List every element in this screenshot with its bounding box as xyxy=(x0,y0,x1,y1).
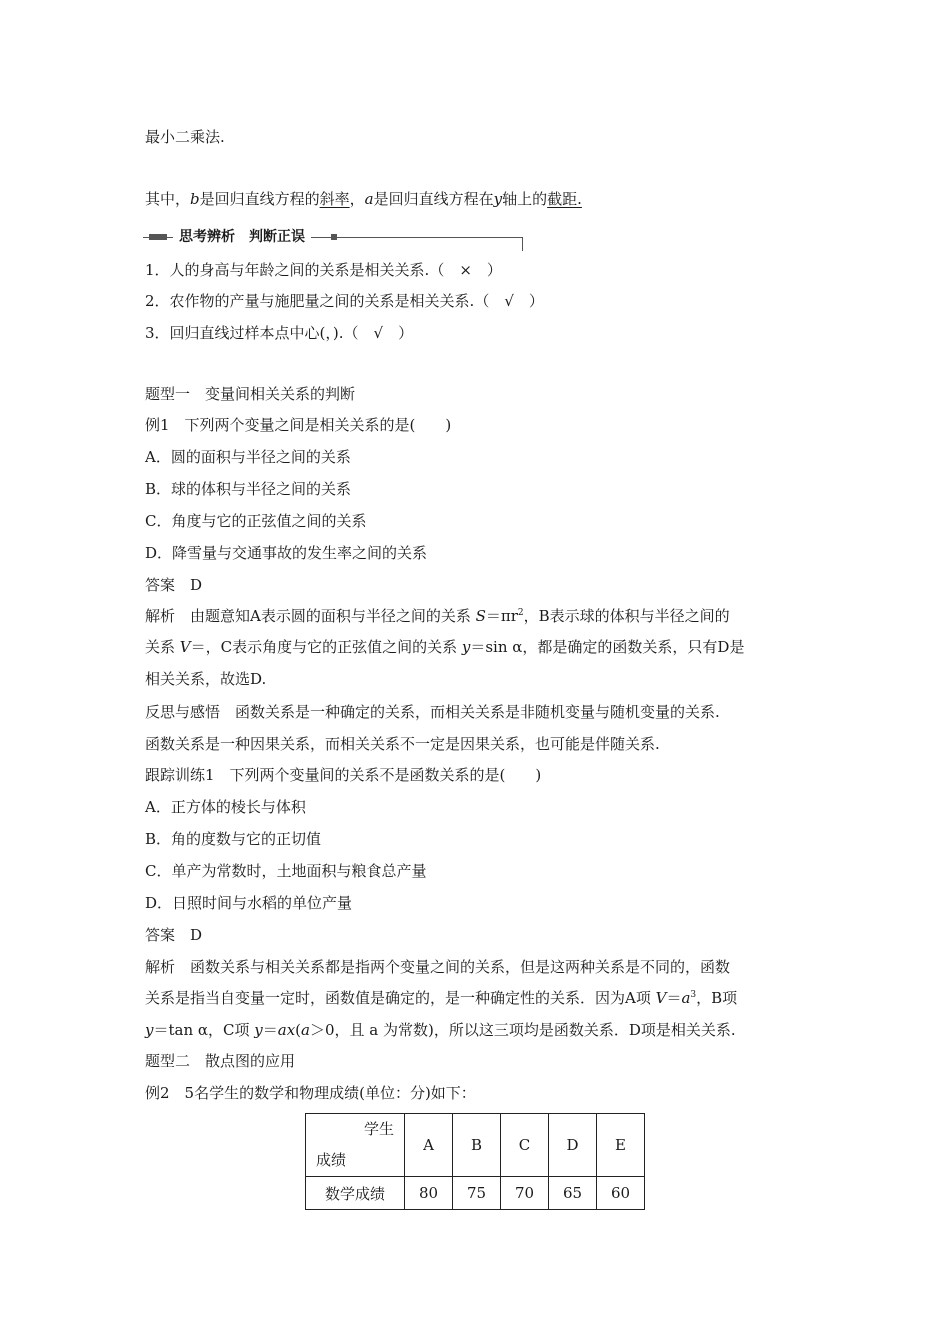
variable-ax: ax xyxy=(277,1021,296,1039)
decorative-square xyxy=(331,234,337,240)
decorative-bar xyxy=(149,234,167,240)
divider xyxy=(522,237,523,251)
score-cell: 65 xyxy=(549,1177,597,1210)
variable-y: y xyxy=(493,190,503,208)
score-cell: 75 xyxy=(453,1177,501,1210)
variable-v: V xyxy=(655,989,667,1007)
student-header: A xyxy=(405,1114,453,1177)
text-fragment: ，B项 xyxy=(696,989,738,1007)
table-row xyxy=(306,1177,645,1210)
text-fragment: ＝ xyxy=(262,1021,278,1039)
variable-s: S xyxy=(475,607,486,625)
option-b: B．球的体积与半径之间的关系 xyxy=(145,480,352,498)
reflection-line: 函数关系是一种因果关系，而相关关系不一定是因果关系，也可能是伴随关系. xyxy=(145,735,660,753)
judgement-item: 1．人的身高与年龄之间的关系是相关关系.（ × ） xyxy=(145,261,502,279)
analysis-line xyxy=(145,987,737,1009)
text-line xyxy=(145,188,582,210)
text-fragment: ，B表示球的体积与半径之间的 xyxy=(523,607,730,625)
section-header xyxy=(143,228,525,252)
variable-y: y xyxy=(461,638,471,656)
text-fragment: ＝，C表示角度与它的正弦值之间的关系 xyxy=(190,638,462,656)
row-label: 数学成绩 xyxy=(306,1177,405,1210)
score-table xyxy=(305,1113,645,1210)
corner-bottom-label: 成绩 xyxy=(316,1151,347,1169)
text-fragment: 关系 xyxy=(145,638,180,656)
text-fragment: ＝sin α，都是确定的函数关系，只有D是 xyxy=(470,638,745,656)
topic-heading: 题型二 散点图的应用 xyxy=(145,1052,296,1070)
student-header: C xyxy=(501,1114,549,1177)
analysis-line xyxy=(145,1019,736,1041)
answer: 答案 D xyxy=(145,926,203,944)
slope-term: 斜率 xyxy=(319,190,350,208)
text-line: 最小二乘法. xyxy=(145,128,225,146)
text-fragment: 关系是指当自变量一定时，函数值是确定的，是一种确定性的关系．因为A项 xyxy=(145,989,656,1007)
section-title: 思考辨析 判断正误 xyxy=(173,228,311,246)
variable-a: a xyxy=(301,1021,310,1039)
answer: 答案 D xyxy=(145,576,203,594)
variable-b: b xyxy=(190,190,200,208)
exercise-question: 跟踪训练1 下列两个变量间的关系不是函数关系的是( ) xyxy=(145,766,542,784)
text-fragment: ＝tan α，C项 xyxy=(153,1021,255,1039)
corner-top-label: 学生 xyxy=(363,1120,394,1138)
superscript: 3 xyxy=(690,990,697,1000)
option-d: D．降雪量与交通事故的发生率之间的关系 xyxy=(145,544,428,562)
corner-cell xyxy=(306,1114,405,1177)
text-fragment: 解析 由题意知A表示圆的面积与半径之间的关系 xyxy=(145,607,476,625)
student-header: B xyxy=(453,1114,501,1177)
option-c: C．单产为常数时，土地面积与粮食总产量 xyxy=(145,862,427,880)
text-fragment: 轴上的 xyxy=(502,190,548,208)
option-d: D．日照时间与水稻的单位产量 xyxy=(145,894,353,912)
text-fragment: ＞0，且 a 为常数)，所以这三项均是函数关系．D项是相关关系. xyxy=(309,1021,736,1039)
option-b: B．角的度数与它的正切值 xyxy=(145,830,322,848)
variable-v: V xyxy=(179,638,191,656)
analysis-line xyxy=(145,636,744,658)
analysis-line: 相关关系，故选D. xyxy=(145,670,267,688)
text-fragment: ， xyxy=(349,190,365,208)
intercept-term: 截距. xyxy=(547,190,582,208)
option-c: C．角度与它的正弦值之间的关系 xyxy=(145,512,367,530)
topic-heading: 题型一 变量间相关关系的判断 xyxy=(145,385,356,403)
example-question: 例2 5名学生的数学和物理成绩(单位：分)如下： xyxy=(145,1084,476,1102)
variable-a: a xyxy=(681,989,691,1007)
superscript: 2 xyxy=(517,608,524,618)
table-header-row xyxy=(306,1114,645,1177)
score-cell: 70 xyxy=(501,1177,549,1210)
variable-a: a xyxy=(364,190,374,208)
analysis-line xyxy=(145,605,730,627)
text-fragment: 是回归直线方程的 xyxy=(199,190,320,208)
reflection-line: 反思与感悟 函数关系是一种确定的关系，而相关关系是非随机变量与随机变量的关系. xyxy=(145,703,720,721)
score-cell: 60 xyxy=(597,1177,645,1210)
variable-y: y xyxy=(254,1021,263,1039)
text-fragment: ＝πr xyxy=(485,607,518,625)
example-question: 例1 下列两个变量之间是相关关系的是( ) xyxy=(145,416,452,434)
text-fragment: ＝ xyxy=(666,989,682,1007)
student-header: D xyxy=(549,1114,597,1177)
analysis-line: 解析 函数关系与相关关系都是指两个变量之间的关系，但是这两种关系是不同的，函数 xyxy=(145,958,731,976)
judgement-item: 2．农作物的产量与施肥量之间的关系是相关关系.（ √ ） xyxy=(145,292,544,310)
score-cell: 80 xyxy=(405,1177,453,1210)
judgement-item: 3．回归直线过样本点中心(，).（ √ ） xyxy=(145,324,414,342)
text-fragment: 是回归直线方程在 xyxy=(373,190,494,208)
option-a: A．正方体的棱长与体积 xyxy=(145,798,306,816)
student-header: E xyxy=(597,1114,645,1177)
text-fragment: 其中， xyxy=(145,190,191,208)
text-fragment: ( xyxy=(295,1021,302,1039)
variable-y: y xyxy=(145,1021,154,1039)
option-a: A．圆的面积与半径之间的关系 xyxy=(145,448,351,466)
